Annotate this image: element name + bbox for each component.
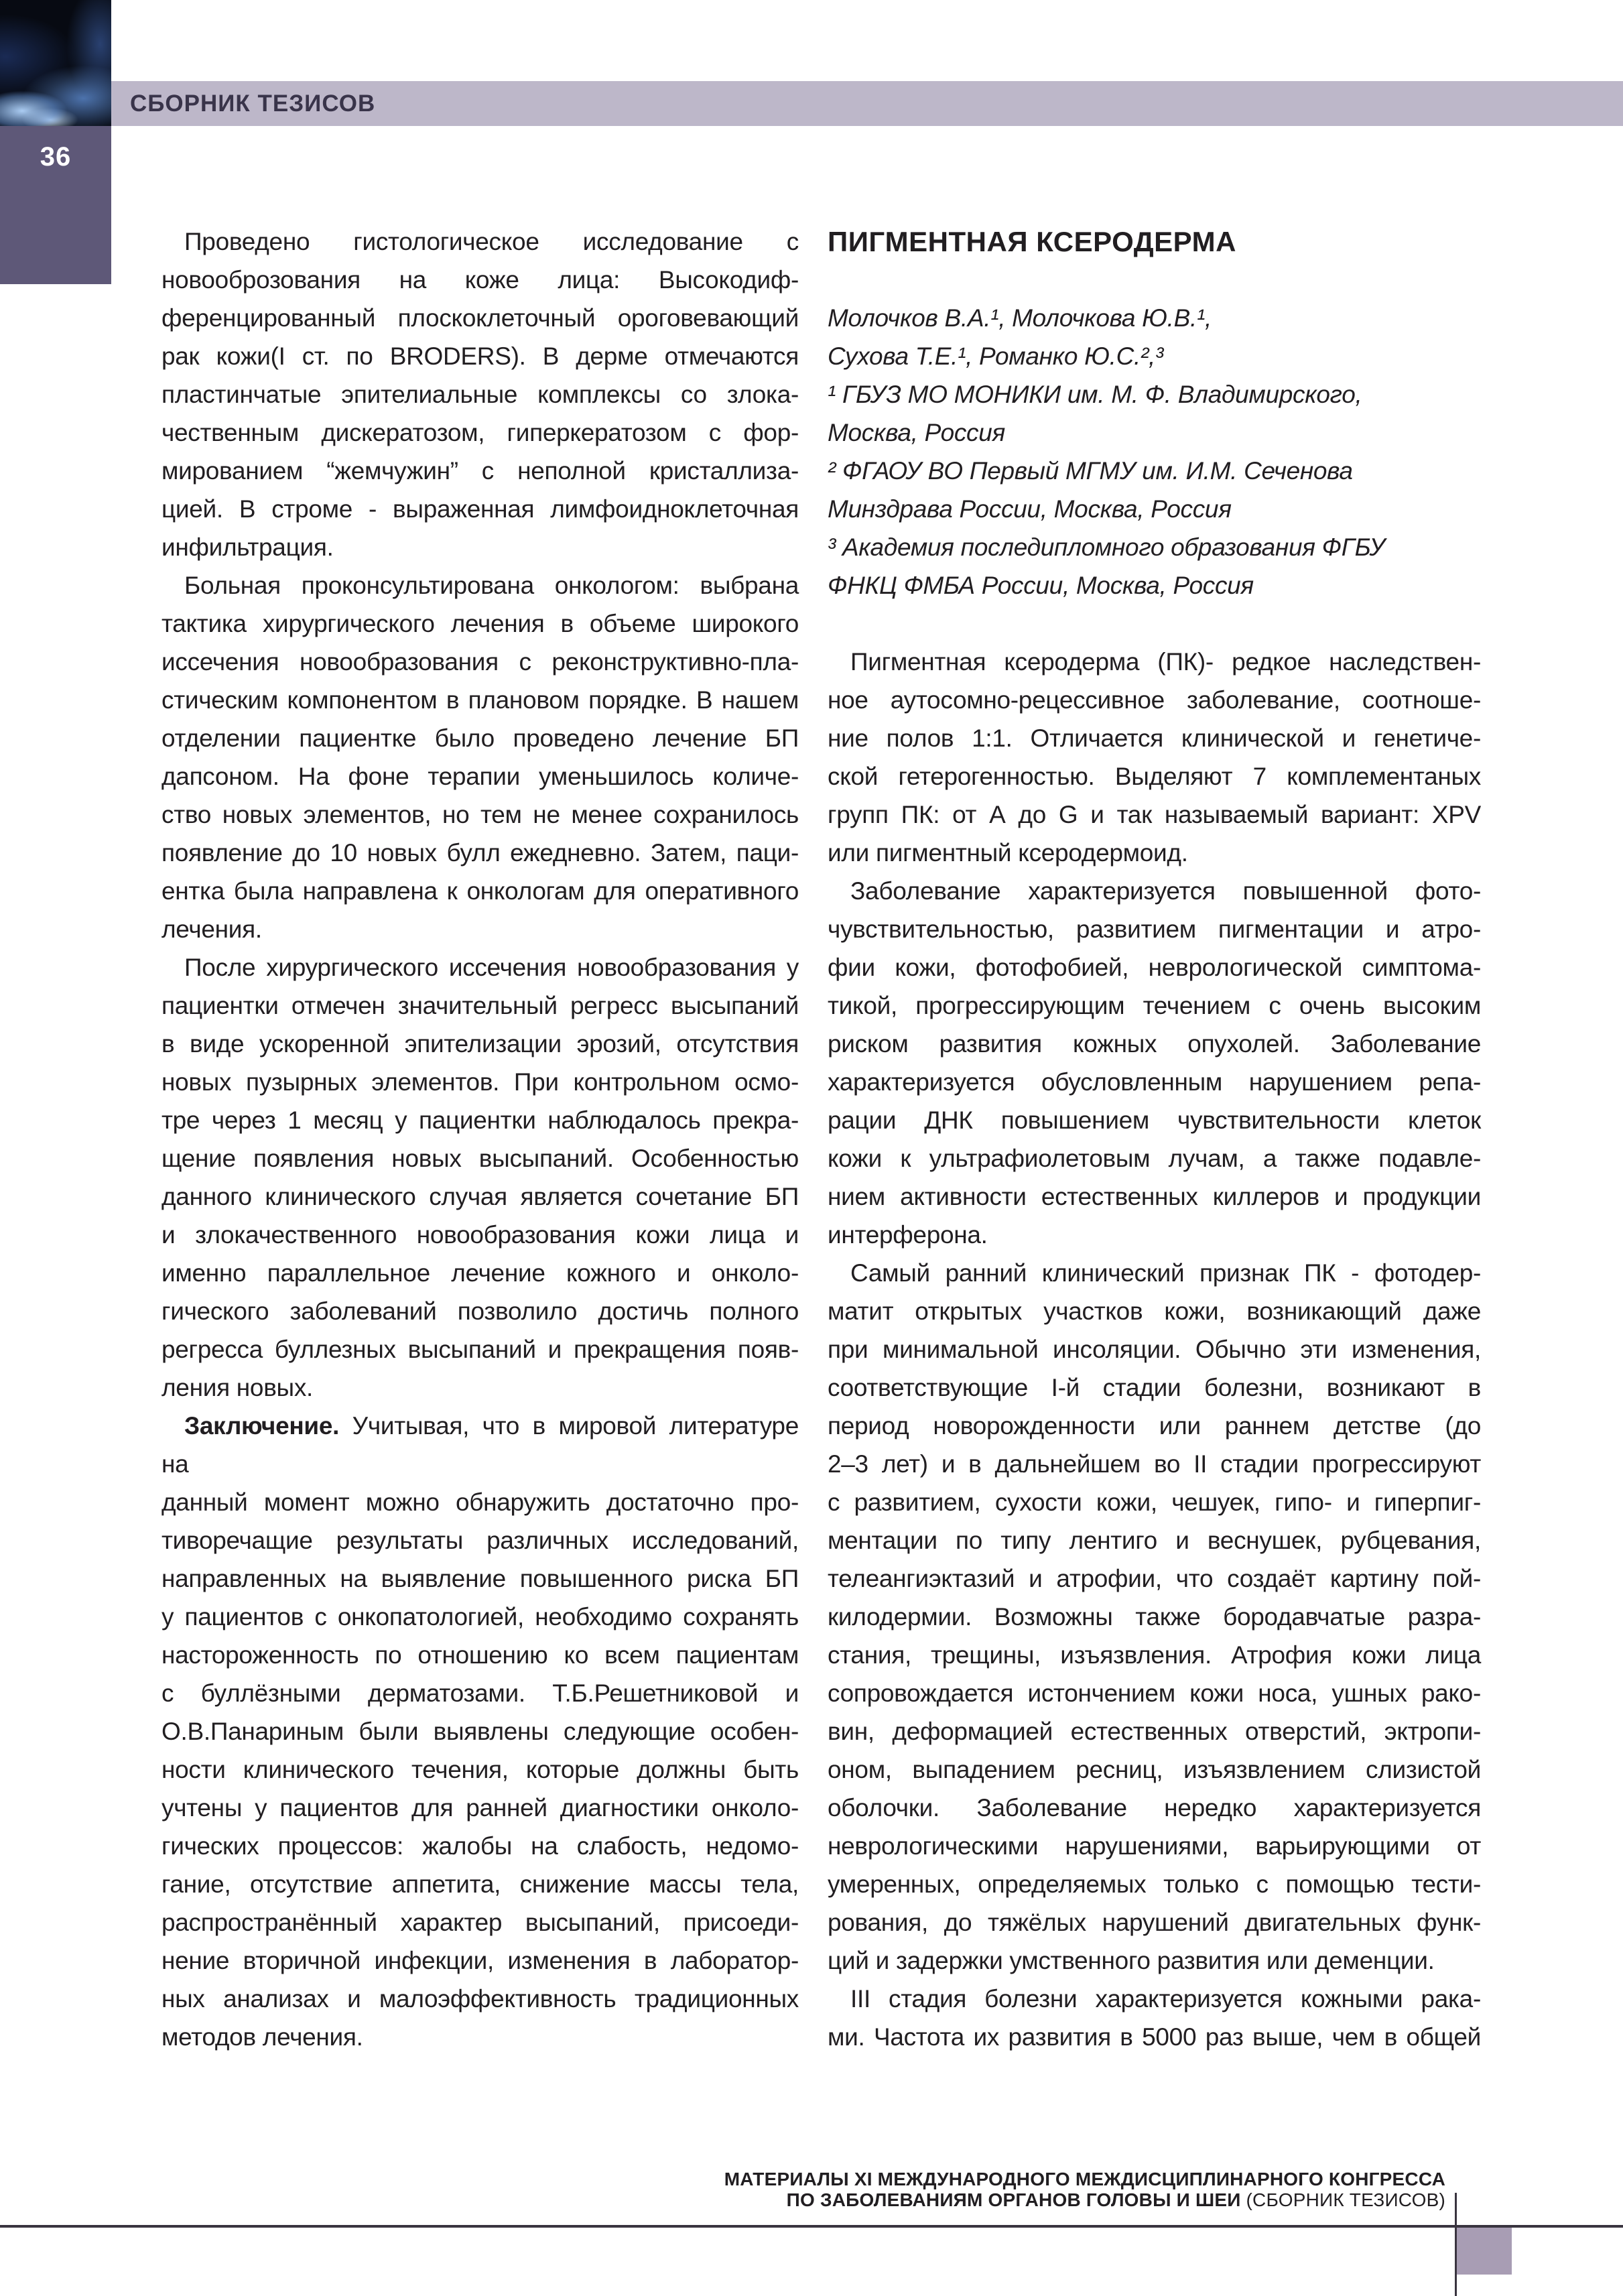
paragraph bbox=[828, 872, 1481, 1254]
text-line: соответствующие I-й стадии болезни, возникают в bbox=[828, 1374, 1481, 1401]
text-line: с буллёзными дерматозами. Т.Б.Решетниковой и bbox=[161, 1679, 799, 1707]
text-line: направленных на выявление повышенного риска БП bbox=[161, 1565, 799, 1592]
text-line: инфильтрация. bbox=[161, 533, 334, 561]
text-line: нение вторичной инфекции, изменения в лаборатор- bbox=[161, 1947, 799, 1974]
text-line: риском развития кожных опухолей. Заболевание bbox=[828, 1030, 1481, 1058]
text-line: тре через 1 месяц у пациентки наблюдалось прекра- bbox=[161, 1106, 799, 1134]
text-line: ентка была направлена к онкологам для оперативного bbox=[161, 877, 799, 905]
text-line: килодермии. Возможны также бородавчатые разра- bbox=[828, 1603, 1481, 1631]
text-line: кожи к ультрафиолетовым лучам, а также подавле- bbox=[828, 1145, 1481, 1172]
text-line: ления новых. bbox=[161, 1374, 314, 1401]
text-line: вин, деформацией естественных отверстий, эктропи- bbox=[828, 1718, 1481, 1745]
text-line: После хирургического иссечения новообразования у bbox=[184, 954, 799, 981]
paragraph bbox=[161, 1407, 799, 2056]
text-line: или пигментный ксеродермоид. bbox=[828, 839, 1188, 867]
text-line: дапсоном. На фоне терапии уменьшилось количе- bbox=[161, 763, 799, 790]
paragraph bbox=[161, 222, 799, 566]
text-line: гание, отсутствие аппетита, снижение массы тела, bbox=[161, 1870, 799, 1898]
text-line: сопровождается истончением кожи носа, ушных рако- bbox=[828, 1679, 1481, 1707]
text-line: рак кожи(I ст. по BRODERS). В дерме отмечаются bbox=[161, 342, 799, 370]
text-line: ное аутосомно-рецессивное заболевание, соотноше- bbox=[828, 686, 1481, 714]
header-band bbox=[111, 81, 1623, 126]
author-line: ³ Академия последипломного образования ФГБУ bbox=[828, 533, 1385, 561]
text-line: 2–3 лет) и в дальнейшем во II стадии прогрессируют bbox=[828, 1450, 1481, 1478]
text-line: новых пузырных элементов. При контрольном осмо- bbox=[161, 1068, 799, 1096]
text-line: данный момент можно обнаружить достаточно про- bbox=[161, 1488, 799, 1516]
text-line: с развитием, сухости кожи, чешуек, гипо- и гиперпиг- bbox=[828, 1488, 1481, 1516]
text-line: чувствительностью, развитием пигментации и атро- bbox=[828, 915, 1481, 943]
author-line: Сухова Т.Е.¹, Романко Ю.С.²,³ bbox=[828, 342, 1164, 370]
authors-block bbox=[828, 299, 1481, 604]
text-line: регресса буллезных высыпаний и прекращения появ- bbox=[161, 1336, 799, 1363]
text-line: рации ДНК повышением чувствительности клеток bbox=[828, 1106, 1481, 1134]
text-line: появление до 10 новых булл ежедневно. Затем, паци- bbox=[161, 839, 799, 867]
article-title: ПИГМЕНТНАЯ КСЕРОДЕРМА bbox=[828, 226, 1236, 257]
paragraph bbox=[828, 1980, 1481, 2056]
text-line: мированием “жемчужин” с неполной кристаллиза- bbox=[161, 457, 799, 485]
text-line: фии кожи, фотофобией, неврологической симптома- bbox=[828, 954, 1481, 981]
text-line: иссечения новообразования с реконструктивно-пла- bbox=[161, 648, 799, 676]
decorative-header-image bbox=[0, 0, 111, 126]
page-number: 36 bbox=[40, 142, 72, 172]
text-line: Проведено гистологическое исследование с bbox=[184, 228, 799, 255]
text-line: ментации по типу лентиго и веснушек, рубцевания, bbox=[828, 1527, 1481, 1554]
footer-rule bbox=[0, 2225, 1623, 2228]
right-column bbox=[828, 222, 1481, 2056]
text-line: гических процессов: жалобы на слабость, недомо- bbox=[161, 1832, 799, 1860]
author-line: ² ФГАОУ ВО Первый МГМУ им. И.М. Сеченова bbox=[828, 457, 1353, 485]
text-line: именно параллельное лечение кожного и онколо- bbox=[161, 1259, 799, 1287]
text-line: интерферона. bbox=[828, 1221, 988, 1249]
text-line: лечения. bbox=[161, 915, 262, 943]
text-line: ных анализах и малоэффективность традиционных bbox=[161, 1985, 799, 2013]
right-column-body bbox=[828, 643, 1481, 2056]
text-line: ние полов 1:1. Отличается клинической и генетиче- bbox=[828, 724, 1481, 752]
text-line: пациентки отмечен значительный регресс высыпаний bbox=[161, 992, 799, 1019]
footer bbox=[724, 2169, 1445, 2210]
text-line: О.В.Панариным были выявлены следующие особен- bbox=[161, 1718, 799, 1745]
paragraph bbox=[161, 948, 799, 1407]
text-line: групп ПК: от А до G и так называемый вариант: XPV bbox=[828, 801, 1481, 828]
text-line: и злокачественного новообразования кожи лица и bbox=[161, 1221, 799, 1249]
text-line: характеризуется обусловленным нарушением репа- bbox=[828, 1068, 1481, 1096]
text-line: тикой, прогрессирующим течением с очень высоким bbox=[828, 992, 1481, 1019]
text-line: гического заболеваний позволило достичь полного bbox=[161, 1297, 799, 1325]
text-line: Заболевание характеризуется повышенной фото- bbox=[850, 877, 1481, 905]
header-band-label: СБОРНИК ТЕЗИСОВ bbox=[130, 90, 376, 117]
text-line: период новорожденности или раннем детстве (до bbox=[828, 1412, 1481, 1440]
text-line: ференцированный плоскоклеточный ороговевающий bbox=[161, 304, 799, 332]
text-line: оболочки. Заболевание нередко характеризуется bbox=[828, 1794, 1481, 1822]
text-line: распространённый характер высыпаний, присоеди- bbox=[161, 1909, 799, 1936]
text-line: тактика хирургического лечения в объеме широкого bbox=[161, 610, 799, 637]
author-line: ¹ ГБУЗ МО МОНИКИ им. М. Ф. Владимирского, bbox=[828, 381, 1362, 408]
text-line: цией. В строме - выраженная лимфоидноклеточная bbox=[161, 495, 799, 523]
text-line: методов лечения. bbox=[161, 2023, 363, 2051]
text-line: умеренных, определяемых только с помощью тести- bbox=[828, 1870, 1481, 1898]
text-line: учтены у пациентов для ранней диагностики онколо- bbox=[161, 1794, 799, 1822]
text-line: Самый ранний клинический признак ПК - фотодер- bbox=[850, 1259, 1481, 1287]
text-line: Пигментная ксеродерма (ПК)- редкое наследствен- bbox=[850, 648, 1481, 676]
text-line: данного клинического случая является сочетание БП bbox=[161, 1183, 799, 1210]
paragraph bbox=[161, 566, 799, 948]
text-line: чественным дискератозом, гиперкератозом с фор- bbox=[161, 419, 799, 446]
text-line: нием активности естественных киллеров и продукции bbox=[828, 1183, 1481, 1210]
text-line: стания, трещины, изъязвления. Атрофия кожи лица bbox=[828, 1641, 1481, 1669]
page-number-sidebar bbox=[0, 126, 111, 284]
text-line: ской гетерогенностью. Выделяют 7 комплементаных bbox=[828, 763, 1481, 790]
text-line: у пациентов с онкопатологией, необходимо сохранять bbox=[161, 1603, 799, 1631]
footer-line2-note: (СБОРНИК ТЕЗИСОВ) bbox=[1240, 2189, 1445, 2210]
author-line: ФНКЦ ФМБА России, Москва, Россия bbox=[828, 572, 1254, 599]
text-line: тиворечащие результаты различных исследований, bbox=[161, 1527, 799, 1554]
author-line: Москва, Россия bbox=[828, 419, 1005, 446]
text-line: оном, выпадением ресниц, изъязвлением слизистой bbox=[828, 1756, 1481, 1783]
text-line: ности клинического течения, которые должны быть bbox=[161, 1756, 799, 1783]
text-line: неврологическими нарушениями, варьирующими от bbox=[828, 1832, 1481, 1860]
text-line: III стадия болезни характеризуется кожными рака- bbox=[850, 1985, 1481, 2013]
text-line: при минимальной инсоляции. Обычно эти изменения, bbox=[828, 1336, 1481, 1363]
text-line: пластинчатые эпителиальные комплексы со злока- bbox=[161, 381, 799, 408]
text-line: новооброзования на коже лица: Высокодиф- bbox=[161, 266, 799, 294]
author-line: Молочков В.А.¹, Молочкова Ю.В.¹, bbox=[828, 304, 1212, 332]
text-line: рования, до тяжёлых нарушений двигательных функ- bbox=[828, 1909, 1481, 1936]
text-line: Больная проконсультирована онкологом: выбрана bbox=[184, 572, 799, 599]
footer-line2 bbox=[724, 2189, 1445, 2210]
text-line: ство новых элементов, но тем не менее сохранилось bbox=[161, 801, 799, 828]
paragraph bbox=[828, 643, 1481, 872]
text-line: стическим компонентом в плановом порядке. В нашем bbox=[161, 686, 799, 714]
text-line: телеангиэктазий и атрофии, что создаёт картину пой- bbox=[828, 1565, 1481, 1592]
text-line: Заключение. Учитывая, что в мировой литературе на bbox=[161, 1412, 799, 1478]
text-line: ций и задержки умственного развития или деменции. bbox=[828, 1947, 1435, 1974]
text-line: матит открытых участков кожи, возникающий даже bbox=[828, 1297, 1481, 1325]
text-line: ми. Частота их развития в 5000 раз выше, чем в общей bbox=[828, 2023, 1481, 2051]
text-line: щение появления новых высыпаний. Особенностью bbox=[161, 1145, 799, 1172]
text-line: в виде ускоренной эпителизации эрозий, отсутствия bbox=[161, 1030, 799, 1058]
footer-line2-congress: ПО ЗАБОЛЕВАНИЯМ ОРГАНОВ ГОЛОВЫ И ШЕИ bbox=[786, 2189, 1241, 2210]
paragraph bbox=[828, 1254, 1481, 1980]
text-line: настороженность по отношению ко всем пациентам bbox=[161, 1641, 799, 1669]
left-column bbox=[161, 222, 799, 2056]
text-line: отделении пациентке было проведено лечение БП bbox=[161, 724, 799, 752]
footer-line1: МАТЕРИАЛЫ XI МЕЖДУНАРОДНОГО МЕЖДИСЦИПЛИНАРНОГО КОНГРЕССА bbox=[724, 2169, 1445, 2189]
paragraph-lead: Заключение. bbox=[184, 1412, 352, 1440]
author-line: Минздрава России, Москва, Россия bbox=[828, 495, 1232, 523]
footer-corner-square bbox=[1457, 2228, 1512, 2275]
